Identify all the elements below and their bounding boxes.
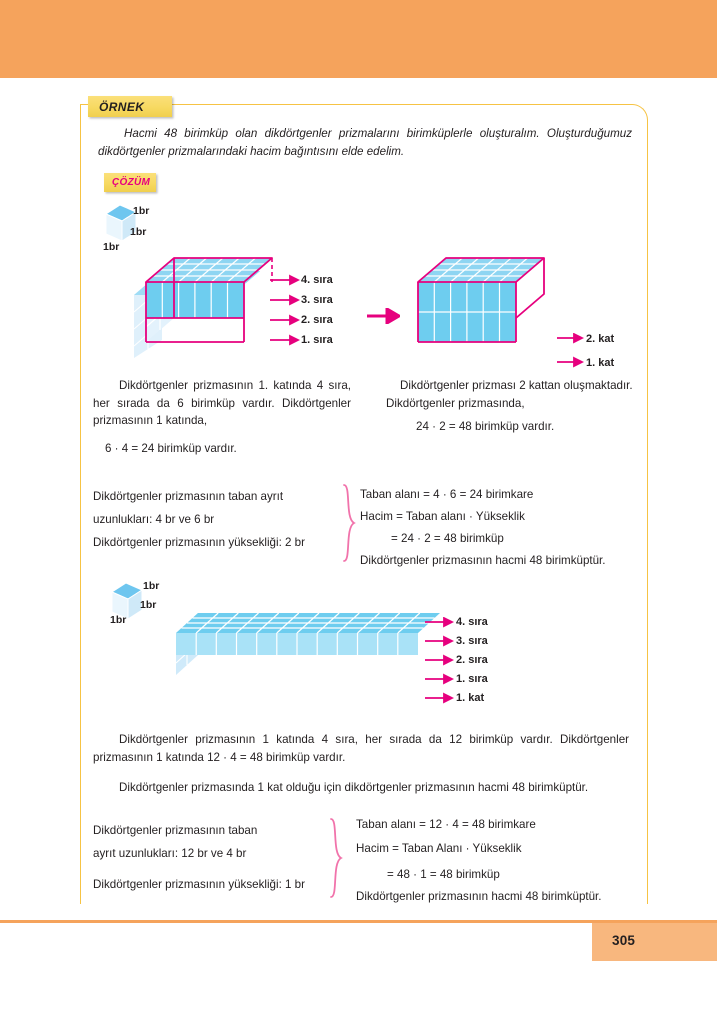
fb1-brace — [341, 484, 357, 562]
page-number-band — [592, 923, 717, 961]
prism-1-row-label-4: 4. sıra — [301, 274, 333, 286]
prism-3-row-label-2: 2. sıra — [456, 654, 488, 666]
mid-explanation-2: Dikdörtgenler prizmasında 1 kat olduğu için dikdörtgenler prizmasının hacmi 48 birimküptür. — [119, 781, 589, 794]
fb1-right-line-2: Hacim = Taban alanı · Yükseklik — [360, 510, 525, 523]
unit-cube-1-side-label: 1br — [130, 226, 147, 238]
fb2-right-line-1: Taban alanı = 12 · 4 = 48 birimkare — [356, 818, 536, 831]
example-tag-label: ÖRNEK — [99, 100, 145, 114]
fb1-left-line-3: Dikdörtgenler prizmasının yüksekliği: 2 br — [93, 536, 305, 549]
prism-2-layer-label-2: 2. kat — [586, 333, 615, 345]
fb1-right-line-1: Taban alanı = 4 · 6 = 24 birimkare — [360, 488, 534, 501]
prism-1-row-label-1: 1. sıra — [301, 334, 333, 346]
fb2-right-line-4: Dikdörtgenler prizmasının hacmi 48 birimküptür. — [356, 890, 602, 903]
fb2-left-line-2: ayrıt uzunlukları: 12 br ve 4 br — [93, 847, 247, 860]
fb2-left-line-1: Dikdörtgenler prizmasının taban — [93, 824, 258, 837]
page-number: 305 — [612, 933, 636, 948]
fb2-right-line-3: = 48 · 1 = 48 birimküp — [387, 868, 500, 881]
right-equation-1: 24 · 2 = 48 birimküp vardır. — [416, 420, 555, 433]
unit-cube-1-front-label: 1br — [103, 241, 120, 253]
fb2-right-line-2: Hacim = Taban Alanı · Yükseklik — [356, 842, 522, 855]
fb1-left-line-2: uzunlukları: 4 br ve 6 br — [93, 513, 215, 526]
unit-cube-2-side-label: 1br — [140, 599, 157, 611]
prism-3-row-label-3: 3. sıra — [456, 635, 488, 647]
left-equation-1: 6 · 4 = 24 birimküp vardır. — [105, 442, 237, 455]
intro-paragraph: Hacmi 48 birimküp olan dikdörtgenler prizmalarını birimküplerle oluşturalım. Oluşturduğumuz dikdörtgenler prizmalarındaki hacim bağıntısını elde edelim. — [98, 127, 632, 158]
left-explanation-1: Dikdörtgenler prizmasının 1. katında 4 sıra, her sırada da 6 birimküp vardır. Dikdörtgenler prizmasının 1 katında, — [93, 379, 351, 427]
example-tag — [88, 96, 172, 117]
fb2-brace — [328, 818, 344, 898]
mid-explanation-1: Dikdörtgenler prizmasının 1 katında 4 sıra, her sırada da 12 birimküp vardır. Dikdörtgenler prizmasının 1 katında 12 · 4 = 48 birimküp vardır. — [93, 733, 629, 764]
solution-tag-label: ÇÖZÜM — [112, 177, 151, 188]
prism-diagram-3-art — [168, 605, 458, 710]
unit-cube-2-front-label: 1br — [110, 614, 127, 626]
unit-cube-1-top-label: 1br — [133, 205, 150, 217]
prism-3-layer-label-1: 1. kat — [456, 692, 485, 704]
right-explanation-1: Dikdörtgenler prizması 2 kattan oluşmaktadır. Dikdörtgenler prizmasında, — [386, 379, 633, 410]
prism-1-row-arrows — [268, 274, 300, 350]
prism-3-arrows — [424, 617, 454, 709]
prism-3-row-label-4: 4. sıra — [456, 616, 488, 628]
prism-3-row-label-1: 1. sıra — [456, 673, 488, 685]
prism-2-layer-label-1: 1. kat — [586, 357, 615, 369]
transition-arrow — [366, 308, 400, 324]
prism-1-row-label-3: 3. sıra — [301, 294, 333, 306]
prism-2-layer-arrows — [556, 333, 584, 369]
fb1-left-line-1: Dikdörtgenler prizmasının taban ayrıt — [93, 490, 284, 503]
header-band — [0, 0, 717, 78]
unit-cube-2-top-label: 1br — [143, 580, 160, 592]
solution-tag — [104, 173, 156, 192]
fb1-right-line-4: Dikdörtgenler prizmasının hacmi 48 birimküptür. — [360, 554, 606, 567]
prism-1-row-label-2: 2. sıra — [301, 314, 333, 326]
fb2-left-line-3: Dikdörtgenler prizmasının yüksekliği: 1 br — [93, 878, 305, 891]
fb1-right-line-3: = 24 · 2 = 48 birimküp — [391, 532, 504, 545]
